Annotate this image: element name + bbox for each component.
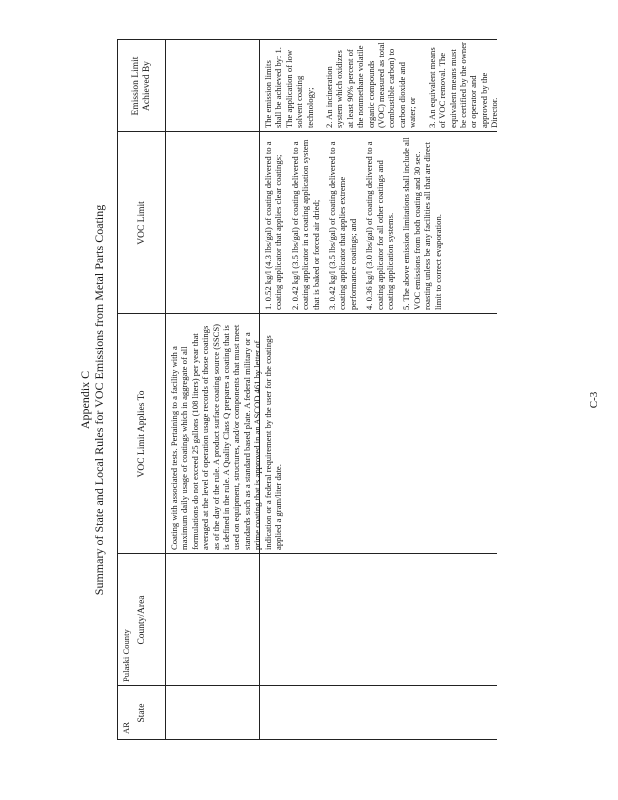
cell-county-area: Pulaski County <box>121 629 131 682</box>
voc-limit-item-5: 5. The above emission limitations shall include all VOC emissions from both coating and 30 sec. roasting unless be any facilities all that are direct limit to correct evaporation. <box>401 137 443 310</box>
page-heading <box>78 0 106 800</box>
cell-achieved-by <box>263 42 509 128</box>
header-emission-limit-line1: Emission Limit <box>131 56 141 116</box>
cell-voc-limit <box>263 136 449 310</box>
voc-limit-item-2: 2. 0.42 kg/l (3.5 lbs/gal) of coating delivered to a coating applicator in a coating application system that is baked or forced air dried; <box>289 139 321 310</box>
cell-state: AR <box>121 722 131 734</box>
page-number: C-3 <box>588 391 600 409</box>
col-rule-3 <box>117 553 497 554</box>
col-rule-1 <box>117 739 497 740</box>
header-state: State <box>137 703 147 723</box>
table-top-rule <box>117 40 118 740</box>
achieved-by-item-2: 2. An incineration system which oxidizes at least 90% percent of the nonmethane volatile organic compounds (VOC) measured as total combustible carbon) to carbon dioxide and water; or <box>324 42 418 128</box>
header-emission-limit-line2: Achieved By <box>142 61 152 111</box>
header-county-area: County/Area <box>137 595 147 645</box>
header-applies-to: VOC Limit Applies To <box>137 390 147 478</box>
header-voc-limit: VOC Limit <box>137 201 147 245</box>
rules-table <box>117 40 500 740</box>
voc-limit-item-3: 3. 0.42 kg/l (3.5 lbs/gal) of coating delivered to a coating applicator that applies extreme performance coatings; and <box>327 141 358 310</box>
header-emission-limit <box>131 40 153 132</box>
col-rule-2 <box>117 685 497 686</box>
cell-applies-to: Coating with associated tests. Pertaining to a facility with a maximum daily usage of coatings which in aggregate of all formulations do not exceed 25 gallons (108 liters) per year that averaged at the level of operation usage records of those coatings as of the day of the rule. A product surface coating source (SSCS) is defined in the rule. A Quality Class Q prepares a coating that is used on equipment, structures, and/or components that must meet standards such as a standard based plate. A federal military or a prime coating that is approved in an ASCOD 461 by letter of indication or a federal requirement by the user for the coatings applied a gram/liter date. <box>169 323 284 550</box>
document-title: Summary of State and Local Rules for VOC Emissions from Metal Parts Coating <box>92 204 106 596</box>
voc-limit-item-4: 4. 0.36 kg/l (3.0 lbs/gal) of coating delivered to a coating applicator for all other coatings and coating application systems. <box>364 141 396 310</box>
achieved-by-item-1: The emission limits shall be achieved by: 1. The application of low solvent coating technology; <box>263 47 315 128</box>
appendix-label: Appendix C <box>78 370 92 430</box>
col-rule-4 <box>117 313 497 314</box>
achieved-by-item-3: 3. An equivalent means of VOC removal. The equivalent means must be certified by the owner or operator and approved by the Director. <box>426 42 500 128</box>
header-bottom-rule <box>165 40 166 740</box>
col-rule-6 <box>117 39 497 40</box>
col-rule-5 <box>117 131 497 132</box>
voc-limit-item-1: 1. 0.52 kg/l (4.3 lbs/gal) of coating delivered to a coating applicator that applies clear coatings; <box>263 141 284 310</box>
